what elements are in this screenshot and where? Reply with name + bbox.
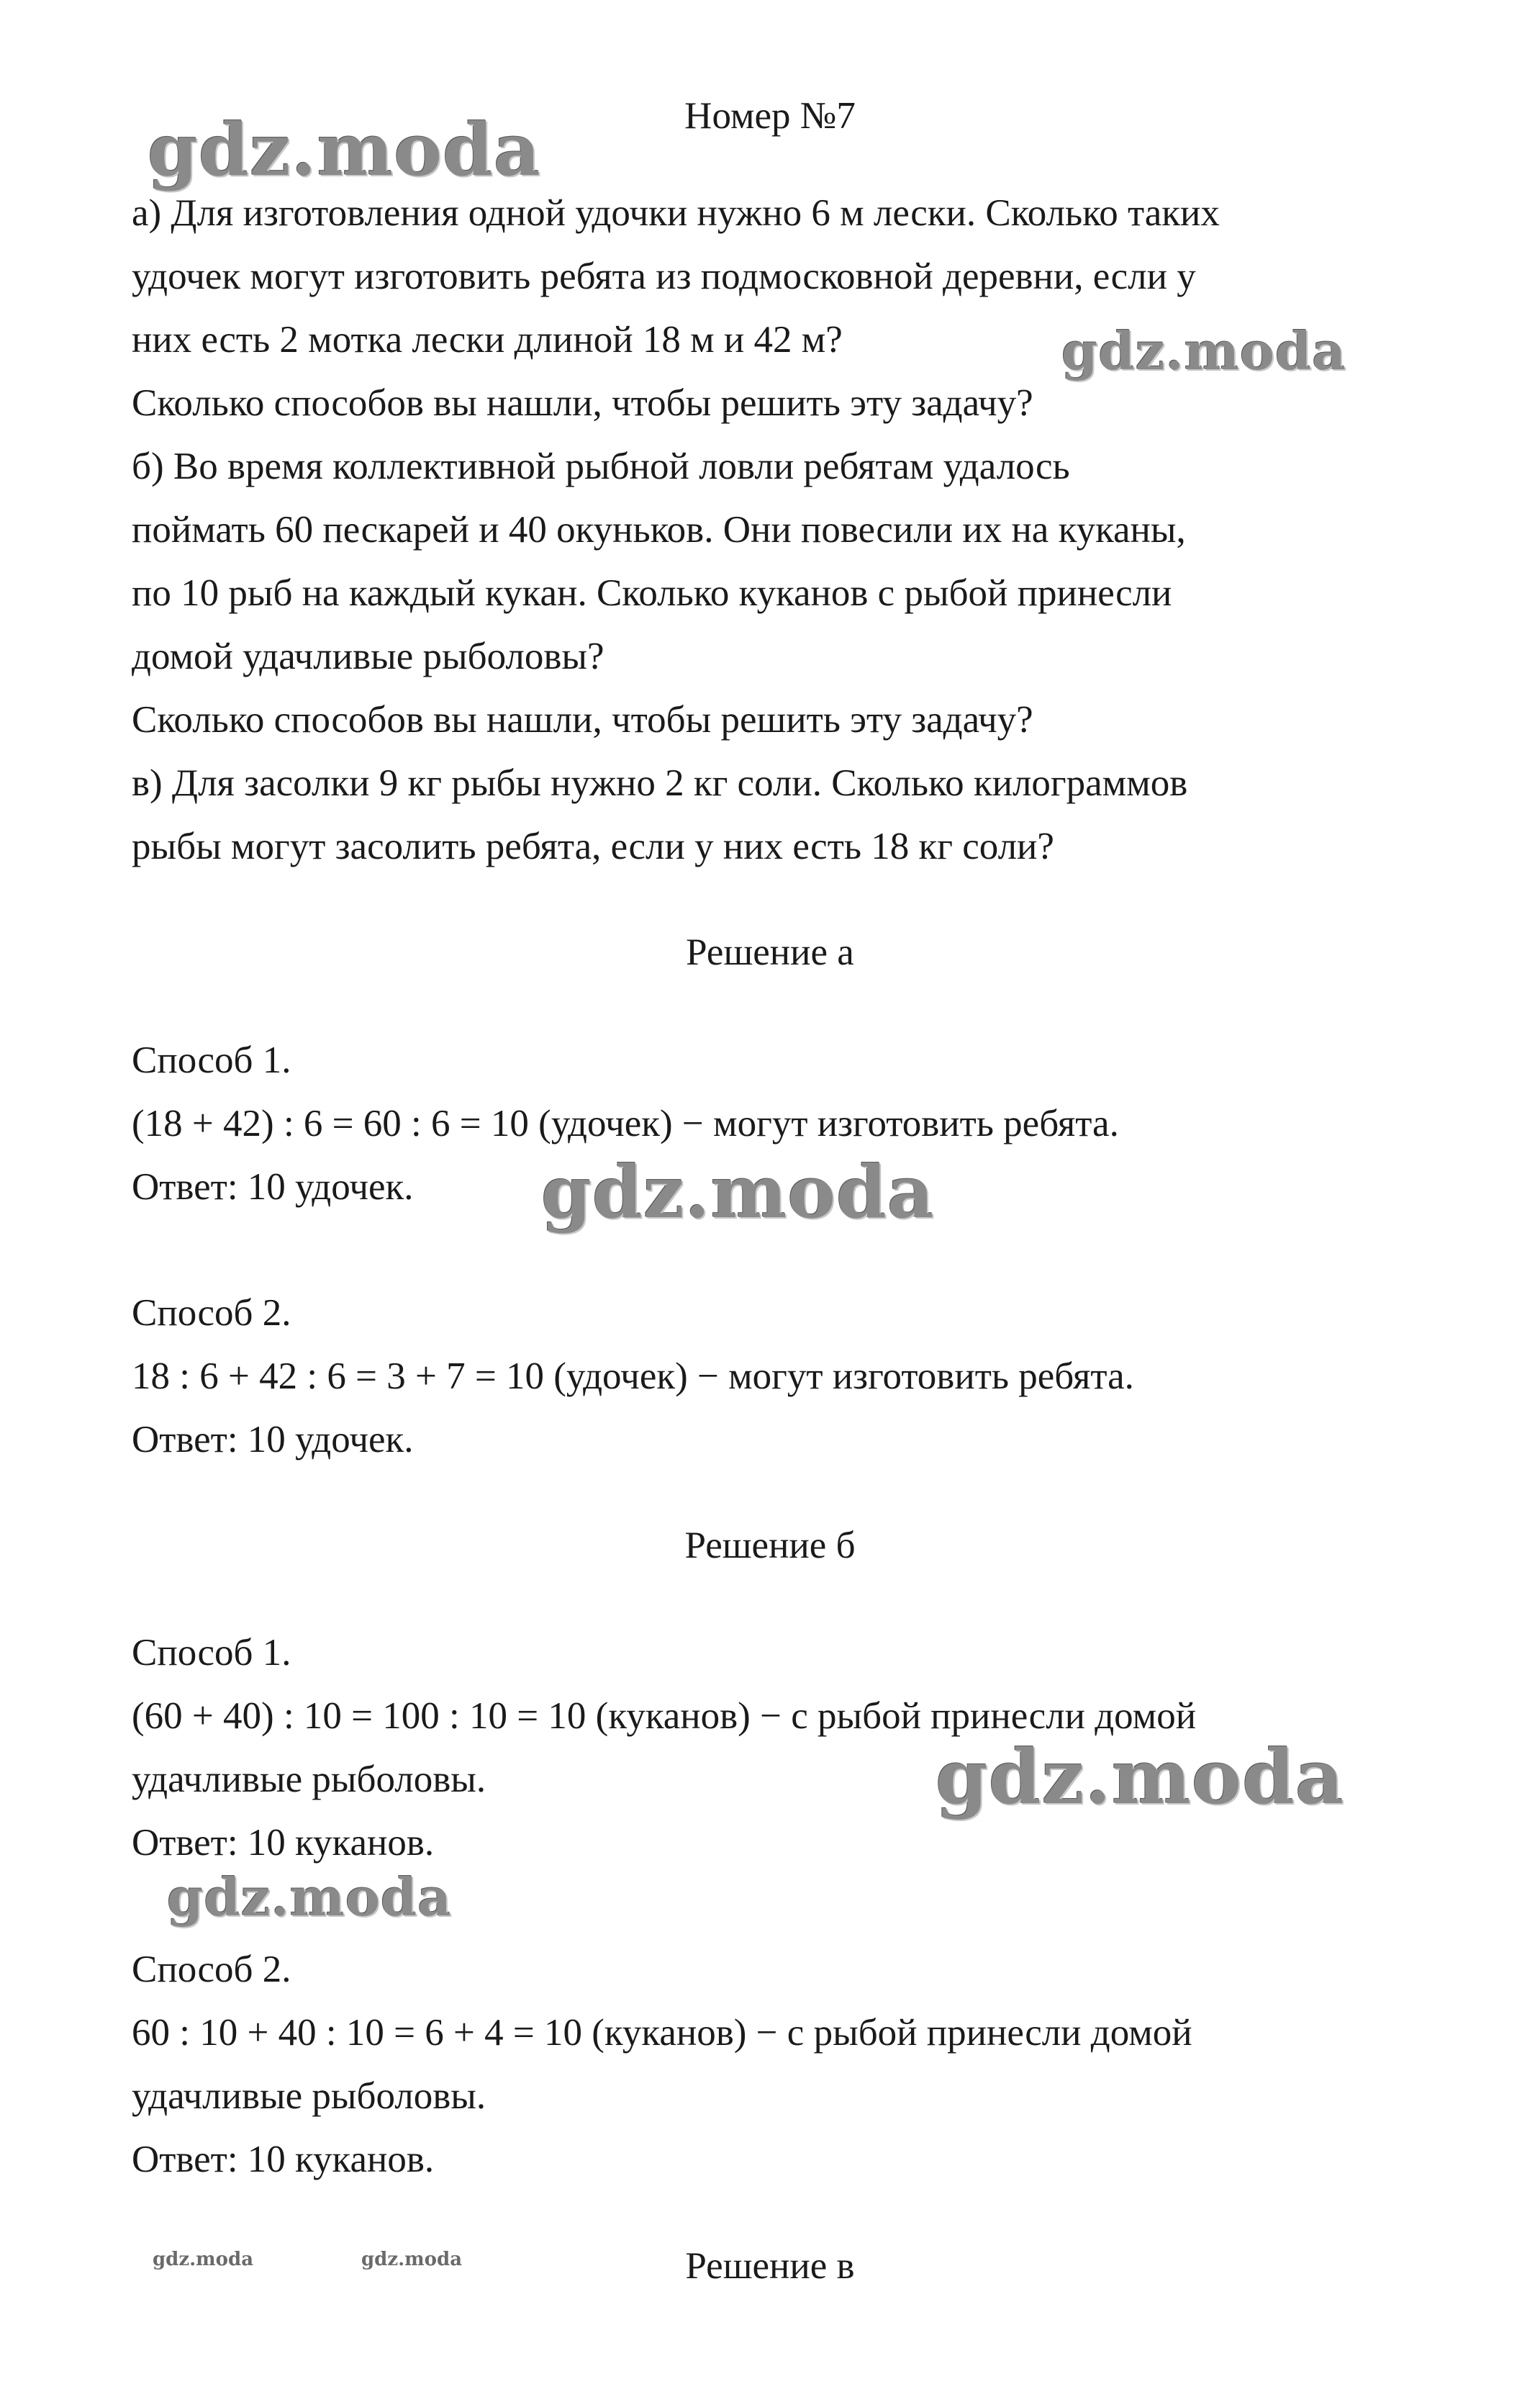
method-label: Способ 2. — [132, 1292, 291, 1334]
task-line: б) Во время коллективной рыбной ловли ребятам удалось — [132, 446, 1070, 487]
method-calculation: 18 : 6 + 42 : 6 = 3 + 7 = 10 (удочек) − могут изготовить ребята. — [132, 1355, 1134, 1397]
method-calculation: (18 + 42) : 6 = 60 : 6 = 10 (удочек) − могут изготовить ребята. — [132, 1103, 1119, 1144]
method-label: Способ 2. — [132, 1949, 291, 1990]
method-label: Способ 1. — [132, 1039, 291, 1081]
method-calculation: 60 : 10 + 40 : 10 = 6 + 4 = 10 (куканов) − с рыбой принесли домой — [132, 2012, 1192, 2054]
watermark: gdz.moda — [153, 2249, 254, 2270]
method-answer: Ответ: 10 куканов. — [132, 2139, 435, 2180]
task-line: рыбы могут засолить ребята, если у них есть 18 кг соли? — [132, 826, 1054, 867]
task-line: поймать 60 пескарей и 40 окуньков. Они повесили их на куканы, — [132, 509, 1186, 551]
method-answer: Ответ: 10 удочек. — [132, 1419, 414, 1460]
watermark: gdz.moda — [936, 1733, 1345, 1821]
method-calculation: удачливые рыболовы. — [132, 2075, 486, 2117]
task-line: а) Для изготовления одной удочки нужно 6 м лески. Сколько таких — [132, 192, 1220, 234]
watermark: gdz.moda — [148, 107, 541, 192]
watermark: gdz.moda — [361, 2249, 463, 2270]
watermark: gdz.moda — [167, 1866, 452, 1928]
method-label: Способ 1. — [132, 1632, 291, 1674]
task-line: них есть 2 мотка лески длиной 18 м и 42 м? — [132, 319, 843, 361]
task-line: удочек могут изготовить ребята из подмосковной деревни, если у — [132, 256, 1196, 297]
solution-heading: Решение а — [686, 931, 854, 973]
method-calculation: (60 + 40) : 10 = 100 : 10 = 10 (куканов) − с рыбой принесли домой — [132, 1695, 1197, 1737]
method-calculation: удачливые рыболовы. — [132, 1758, 486, 1800]
task-line: по 10 рыб на каждый кукан. Сколько куканов с рыбой принесли — [132, 572, 1172, 614]
task-line: в) Для засолки 9 кг рыбы нужно 2 кг соли. Сколько килограммов — [132, 762, 1188, 804]
task-line: Сколько способов вы нашли, чтобы решить эту задачу? — [132, 699, 1033, 741]
solution-heading: Решение б — [684, 1525, 856, 1566]
page-title: Номер №7 — [684, 95, 856, 137]
method-answer: Ответ: 10 куканов. — [132, 1822, 435, 1864]
watermark: gdz.moda — [1061, 320, 1346, 381]
method-answer: Ответ: 10 удочек. — [132, 1166, 414, 1208]
solution-heading: Решение в — [685, 2245, 855, 2287]
task-line: домой удачливые рыболовы? — [132, 636, 604, 677]
watermark: gdz.moda — [541, 1150, 935, 1234]
task-line: Сколько способов вы нашли, чтобы решить эту задачу? — [132, 382, 1033, 424]
